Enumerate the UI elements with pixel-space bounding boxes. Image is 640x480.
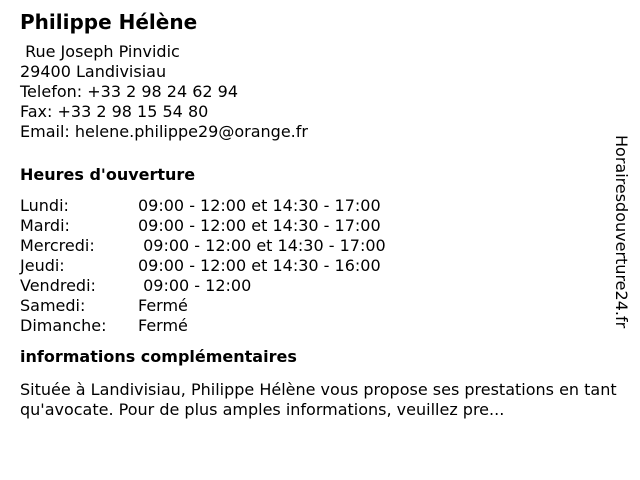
hours-time: Fermé [138, 316, 188, 335]
fax-number: Fax: +33 2 98 15 54 80 [20, 102, 209, 121]
hours-row [20, 256, 620, 276]
hours-time: Fermé [138, 296, 188, 315]
opening-hours-table [20, 196, 620, 336]
address-city: 29400 Landivisiau [20, 62, 167, 81]
contact-block [20, 42, 620, 142]
email-address: Email: helene.philippe29@orange.fr [20, 122, 308, 141]
hours-time: 09:00 - 12:00 et 14:30 - 16:00 [138, 256, 381, 275]
phone-number: Telefon: +33 2 98 24 62 94 [20, 82, 239, 101]
hours-day: Dimanche: [20, 316, 107, 335]
hours-row [20, 236, 620, 256]
hours-time: 09:00 - 12:00 et 14:30 - 17:00 [138, 196, 381, 215]
business-card [20, 9, 620, 420]
additional-info-text: Située à Landivisiau, Philippe Hélène vous propose ses prestations en tant qu'avocate. Pour de plus amples informations, veuillez pre... [20, 380, 617, 419]
hours-time: 09:00 - 12:00 et 14:30 - 17:00 [138, 236, 386, 255]
hours-row [20, 216, 620, 236]
hours-row [20, 196, 620, 216]
address-street: Rue Joseph Pinvidic [20, 42, 180, 61]
hours-time: 09:00 - 12:00 et 14:30 - 17:00 [138, 216, 381, 235]
business-name: Philippe Hélène [20, 10, 198, 34]
hours-time: 09:00 - 12:00 [138, 276, 252, 295]
additional-info-heading: informations complémentaires [20, 347, 297, 366]
hours-row [20, 316, 620, 336]
hours-day: Mardi: [20, 216, 70, 235]
hours-day: Jeudi: [20, 256, 65, 275]
hours-row [20, 276, 620, 296]
hours-day: Vendredi: [20, 276, 96, 295]
hours-day: Lundi: [20, 196, 69, 215]
hours-row [20, 296, 620, 316]
hours-day: Samedi: [20, 296, 86, 315]
opening-hours-heading: Heures d'ouverture [20, 165, 196, 184]
site-brand-vertical: Horairesdouverture24.fr [612, 135, 631, 329]
hours-day: Mercredi: [20, 236, 95, 255]
